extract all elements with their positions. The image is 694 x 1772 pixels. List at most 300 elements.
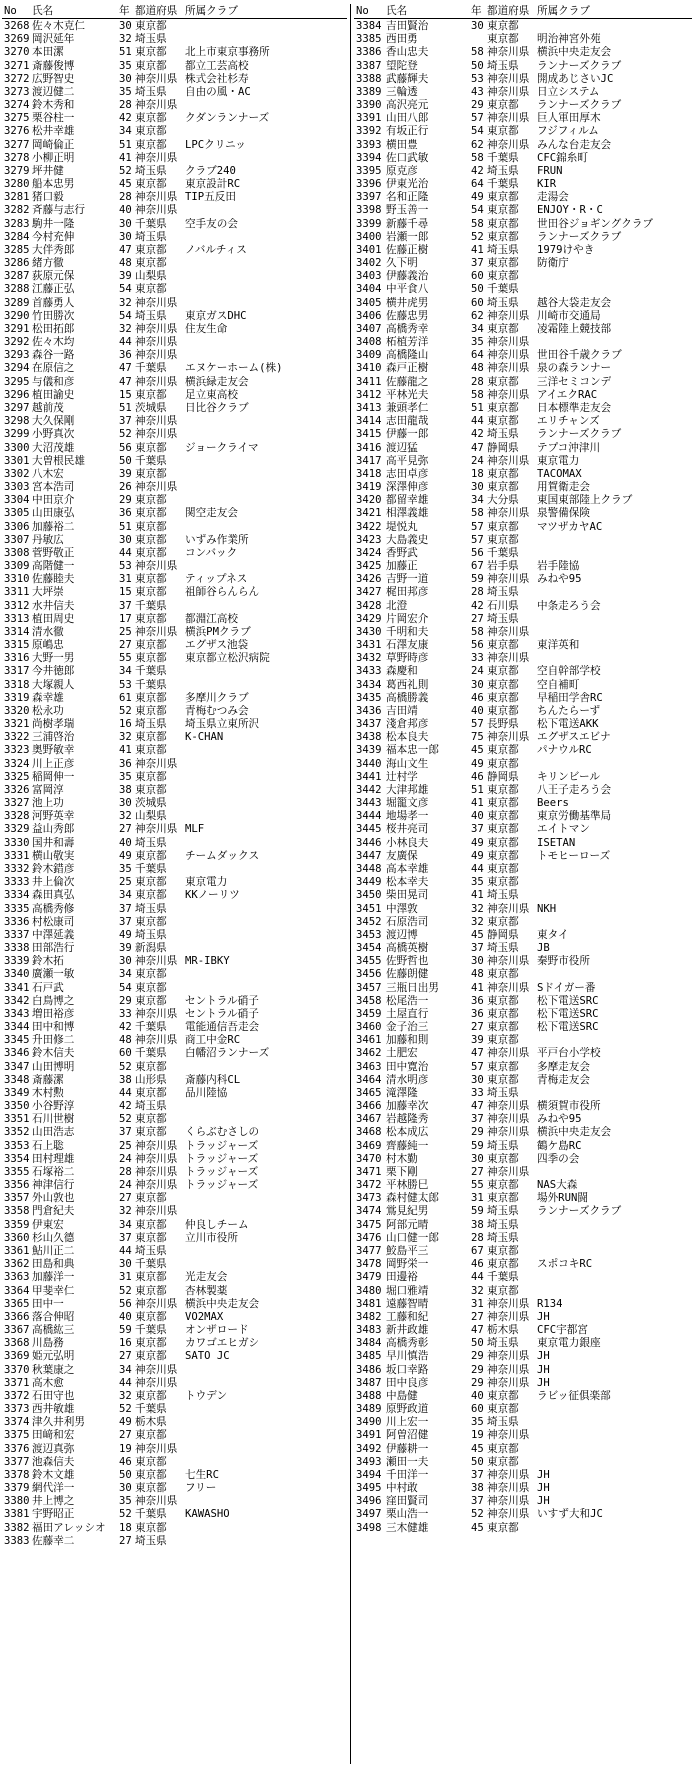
table-row	[354, 139, 692, 152]
table-row	[354, 191, 692, 204]
entry-age: 37	[119, 1126, 132, 1139]
entry-club: VO2MAX	[185, 1310, 224, 1323]
entry-no: 3427	[356, 586, 382, 599]
table-row	[354, 1100, 692, 1113]
entry-pref: 東京都	[487, 836, 519, 849]
entry-club: 空自補町	[537, 678, 580, 691]
entry-name: 山田博明	[32, 1060, 75, 1073]
entry-pref: 東京都	[135, 731, 167, 744]
entry-club: FRUN	[537, 164, 563, 177]
entry-no: 3436	[356, 704, 382, 717]
entry-club: 横浜PMクラブ	[185, 625, 251, 638]
entry-pref: 東京都	[487, 33, 519, 46]
entry-age: 36	[119, 757, 132, 770]
entry-pref: 神奈川県	[487, 1113, 530, 1126]
entry-age: 59	[471, 1205, 484, 1218]
entry-age: 56	[119, 1297, 132, 1310]
entry-name: 深澤伸彦	[386, 481, 429, 494]
entry-age: 58	[471, 46, 484, 59]
table-row	[354, 547, 692, 560]
entry-pref: 神奈川県	[487, 981, 530, 994]
entry-name: 山田浩志	[32, 1126, 75, 1139]
table-row	[354, 507, 692, 520]
entry-age: 52	[119, 1403, 132, 1416]
entry-pref: 神奈川県	[135, 349, 178, 362]
entry-pref: 東京都	[487, 1034, 519, 1047]
entry-no: 3471	[356, 1165, 382, 1178]
table-row	[2, 1100, 347, 1113]
entry-age: 30	[119, 797, 132, 810]
table-row	[354, 1258, 692, 1271]
entry-pref: 東京都	[487, 125, 519, 138]
entry-name: 大島義史	[386, 533, 429, 546]
table-row	[2, 1324, 347, 1337]
entry-pref: 埼玉県	[135, 230, 167, 243]
entry-name: 新藤千尋	[386, 217, 429, 230]
entry-pref: 東京都	[487, 20, 519, 32]
entry-no: 3366	[4, 1310, 30, 1323]
table-row	[354, 942, 692, 955]
entry-no: 3469	[356, 1139, 382, 1152]
entry-pref: 東京都	[135, 59, 167, 72]
table-row	[354, 1416, 692, 1429]
entry-pref: 神奈川県	[135, 191, 178, 204]
table-row	[354, 323, 692, 336]
entry-age: 37	[471, 823, 484, 836]
entry-name: 鈴木秀和	[32, 99, 75, 112]
entry-age: 29	[471, 1126, 484, 1139]
table-row	[354, 165, 692, 178]
entry-pref: 東京都	[135, 1060, 167, 1073]
entry-pref: 千葉県	[487, 283, 519, 296]
entry-club: KKノーリツ	[185, 889, 240, 902]
entry-age: 44	[471, 415, 484, 428]
table-row	[354, 20, 692, 33]
entry-name: 森谷一路	[32, 349, 75, 362]
table-row	[354, 876, 692, 889]
entry-age: 35	[471, 336, 484, 349]
entry-pref: 千葉県	[135, 1047, 167, 1060]
table-row	[354, 1324, 692, 1337]
table-row	[354, 336, 692, 349]
entry-no: 3442	[356, 783, 382, 796]
entry-pref: 神奈川県	[135, 1495, 178, 1508]
entry-pref: 埼玉県	[487, 243, 519, 256]
entry-pref: 東京都	[135, 1337, 167, 1350]
entry-no: 3388	[356, 72, 382, 85]
entry-pref: 神奈川県	[487, 336, 530, 349]
entry-age: 56	[471, 546, 484, 559]
entry-pref: 神奈川県	[135, 1297, 178, 1310]
entry-pref: 茨城県	[135, 797, 167, 810]
entry-no: 3330	[4, 836, 30, 849]
entry-age: 30	[471, 481, 484, 494]
entry-list-left	[2, 20, 347, 1548]
entry-pref: 神奈川県	[487, 72, 530, 85]
table-row	[2, 823, 347, 836]
entry-name: 望陀登	[386, 59, 418, 72]
entry-age: 40	[119, 204, 132, 217]
header-age: 年	[119, 5, 130, 17]
entry-name: 田邊裕	[386, 1271, 418, 1284]
entry-club: 仲良しチーム	[185, 1218, 249, 1231]
entry-pref: 神奈川県	[487, 1468, 530, 1481]
entry-name: 石田守也	[32, 1389, 75, 1402]
entry-age: 39	[119, 270, 132, 283]
entry-name: 森慶和	[386, 665, 418, 678]
entry-name: 甲斐幸仁	[32, 1284, 75, 1297]
header-pref: 都道府県	[487, 5, 530, 17]
entry-no: 3416	[356, 441, 382, 454]
entry-club: キリンビール	[537, 770, 600, 783]
entry-no: 3384	[356, 20, 382, 32]
entry-no: 3434	[356, 678, 382, 691]
entry-club: 横浜中央走友会	[537, 46, 612, 59]
entry-pref: 東京都	[135, 1192, 167, 1205]
table-row	[354, 1047, 692, 1060]
table-row	[2, 389, 347, 402]
entry-pref: 東京都	[487, 481, 519, 494]
entry-age: 45	[471, 1521, 484, 1534]
entry-club: 世田谷千歳クラブ	[537, 349, 622, 362]
table-row	[354, 1232, 692, 1245]
table-row	[354, 46, 692, 59]
entry-no: 3337	[4, 928, 30, 941]
entry-pref: 神奈川県	[487, 1100, 530, 1113]
entry-name: 渡辺真弥	[32, 1442, 75, 1455]
entry-name: 田村理雄	[32, 1152, 75, 1165]
entry-name: 荻原元保	[32, 270, 75, 283]
entry-club: エリチャンズ	[537, 415, 600, 428]
left-column	[2, 4, 347, 1548]
entry-name: 岩越隆秀	[386, 1113, 429, 1126]
entry-pref: 神奈川県	[487, 309, 530, 322]
entry-name: 伊東宏	[32, 1218, 64, 1231]
entry-pref: 神奈川県	[135, 99, 178, 112]
entry-name: 佐藤忠男	[386, 309, 429, 322]
entry-no: 3466	[356, 1100, 382, 1113]
entry-name: 田中和博	[32, 1021, 75, 1034]
table-row	[2, 1416, 347, 1429]
entry-name: 国井和壽	[32, 836, 75, 849]
table-row	[354, 494, 692, 507]
entry-pref: 埼玉県	[487, 612, 519, 625]
entry-name: 原嶋忠	[32, 639, 64, 652]
entry-club: 青梅むつみ会	[185, 704, 249, 717]
entry-name: 杉山久德	[32, 1231, 75, 1244]
entry-pref: 神奈川県	[135, 1034, 178, 1047]
entry-club: 自由の風・AC	[185, 85, 251, 98]
entry-pref: 東京都	[135, 243, 167, 256]
entry-age: 29	[471, 99, 484, 112]
entry-name: 丹敏広	[32, 533, 64, 546]
entry-no: 3468	[356, 1126, 382, 1139]
entry-pref: 東京都	[135, 283, 167, 296]
entry-no: 3465	[356, 1086, 382, 1099]
entry-age: 39	[119, 942, 132, 955]
entry-pref: 埼玉県	[487, 428, 519, 441]
entry-name: 斉藤与志行	[32, 204, 85, 217]
entry-pref: 山梨県	[135, 270, 167, 283]
table-row	[354, 270, 692, 283]
entry-name: 村木勤	[386, 1152, 418, 1165]
entry-age: 27	[119, 823, 132, 836]
entry-no: 3302	[4, 467, 30, 480]
entry-no: 3405	[356, 296, 382, 309]
entry-pref: 東京都	[135, 652, 167, 665]
table-row	[354, 1192, 692, 1205]
entry-pref: 東京都	[487, 257, 519, 270]
entry-no: 3478	[356, 1258, 382, 1271]
entry-club: 場外RUN闘	[537, 1192, 588, 1205]
table-row	[354, 758, 692, 771]
entry-age: 27	[119, 1429, 132, 1442]
table-row	[2, 1205, 347, 1218]
entry-club: 四季の会	[537, 1152, 580, 1165]
entry-pref: 東京都	[135, 1284, 167, 1297]
table-row	[2, 1390, 347, 1403]
table-row	[2, 336, 347, 349]
entry-no: 3474	[356, 1205, 382, 1218]
table-row	[2, 771, 347, 784]
entry-name: 都留幸雄	[386, 494, 429, 507]
table-row	[2, 929, 347, 942]
entry-age: 38	[119, 1073, 132, 1086]
entry-pref: 東京都	[135, 586, 167, 599]
entry-pref: 東京都	[487, 1403, 519, 1416]
entry-name: 松本成広	[386, 1126, 429, 1139]
entry-club: ENJOY・R・C	[537, 204, 603, 217]
entry-pref: 東京都	[135, 441, 167, 454]
entry-pref: 東京都	[135, 1113, 167, 1126]
entry-club: パナウルRC	[537, 744, 592, 757]
entry-name: 平林光夫	[386, 388, 429, 401]
entry-pref: 千葉県	[487, 151, 519, 164]
entry-no: 3395	[356, 164, 382, 177]
entry-pref: 東京都	[487, 1152, 519, 1165]
entry-name: 佐野哲也	[386, 955, 429, 968]
header-name: 氏名	[386, 5, 408, 17]
entry-no: 3490	[356, 1416, 382, 1429]
entry-name: 網代洋一	[32, 1482, 75, 1495]
table-row	[2, 73, 347, 86]
entry-no: 3422	[356, 520, 382, 533]
entry-no: 3401	[356, 243, 382, 256]
entry-pref: 静岡県	[487, 928, 519, 941]
entry-pref: 埼玉県	[487, 296, 519, 309]
entry-club: フリー	[185, 1482, 217, 1495]
entry-club: トモヒーローズ	[537, 849, 611, 862]
entry-no: 3352	[4, 1126, 30, 1139]
entry-name: 姫元弘明	[32, 1350, 75, 1363]
entry-no: 3431	[356, 639, 382, 652]
table-row	[354, 1205, 692, 1218]
entry-name: 滝澤隆	[386, 1086, 418, 1099]
entry-age: 64	[471, 178, 484, 191]
entry-name: 加藤幸次	[386, 1100, 429, 1113]
entry-club: JH	[537, 1468, 550, 1481]
entry-no: 3489	[356, 1403, 382, 1416]
entry-age: 30	[471, 955, 484, 968]
entry-name: 尚樹孝瑞	[32, 718, 75, 731]
table-row	[354, 1298, 692, 1311]
entry-pref: 神奈川県	[487, 507, 530, 520]
entry-name: 三輪透	[386, 85, 418, 98]
entry-no: 3453	[356, 928, 382, 941]
entry-no: 3325	[4, 770, 30, 783]
entry-pref: 千葉県	[487, 178, 519, 191]
entry-age: 59	[471, 1139, 484, 1152]
entry-club: MR-IBKY	[185, 955, 230, 968]
entry-age: 49	[119, 849, 132, 862]
table-row	[2, 1153, 347, 1166]
entry-pref: 静岡県	[487, 770, 519, 783]
entry-pref: 神奈川県	[487, 955, 530, 968]
entry-name: 与儀和彦	[32, 375, 75, 388]
table-row	[2, 876, 347, 889]
table-row	[354, 1113, 692, 1126]
entry-pref: 神奈川県	[487, 138, 530, 151]
entry-club: 横浜中央走友会	[537, 1126, 612, 1139]
entry-club: いすず大和JC	[537, 1508, 603, 1521]
entry-name: 奥野敏幸	[32, 744, 75, 757]
entry-name: 江藤正弘	[32, 283, 75, 296]
table-row	[2, 494, 347, 507]
entry-no: 3452	[356, 915, 382, 928]
entry-age: 50	[471, 1337, 484, 1350]
entry-club: 日本標準走友会	[537, 401, 612, 414]
entry-age: 37	[119, 599, 132, 612]
entry-no: 3354	[4, 1152, 30, 1165]
entry-no: 3472	[356, 1179, 382, 1192]
entry-club: LPCクリニッ	[185, 138, 246, 151]
entry-name: 中平食八	[386, 283, 429, 296]
table-row	[2, 850, 347, 863]
entry-name: 加藤正	[386, 560, 418, 573]
entry-name: 岡崎倫正	[32, 138, 75, 151]
entry-pref: 東京都	[135, 1521, 167, 1534]
entry-age: 56	[119, 441, 132, 454]
entry-name: 佐藤龍之	[386, 375, 429, 388]
entry-age: 49	[471, 191, 484, 204]
entry-no: 3374	[4, 1416, 30, 1429]
entry-no: 3295	[4, 375, 30, 388]
entry-no: 3411	[356, 375, 382, 388]
entry-no: 3268	[4, 20, 30, 32]
entry-club: 足立東高校	[185, 388, 238, 401]
entry-club: クラブ240	[185, 164, 236, 177]
entry-no: 3336	[4, 915, 30, 928]
entry-age: 37	[119, 415, 132, 428]
entry-name: 津久井利男	[32, 1416, 85, 1429]
entry-age: 48	[119, 257, 132, 270]
entry-no: 3348	[4, 1073, 30, 1086]
entry-age: 34	[119, 1218, 132, 1231]
entry-age: 24	[119, 1179, 132, 1192]
entry-pref: 神奈川県	[487, 902, 530, 915]
table-row	[354, 560, 692, 573]
entry-pref: 東京都	[135, 1482, 167, 1495]
entry-club: ランナーズクラブ	[537, 428, 622, 441]
entry-pref: 神奈川県	[135, 72, 178, 85]
entry-no: 3385	[356, 33, 382, 46]
entry-name: 横井虎男	[386, 296, 429, 309]
entry-club: 開成あじさいJC	[537, 72, 614, 85]
entry-club: 関空走友会	[185, 507, 238, 520]
header-club: 所属クラブ	[537, 5, 590, 17]
entry-name: 三浦啓治	[32, 731, 75, 744]
entry-name: 高木愈	[32, 1376, 64, 1389]
header-club: 所属クラブ	[185, 5, 238, 17]
entry-name: 石上聡	[32, 1139, 64, 1152]
entry-pref: 神奈川県	[487, 573, 530, 586]
entry-name: 香山忠夫	[386, 46, 429, 59]
entry-age: 25	[119, 876, 132, 889]
entry-club: 杏林製薬	[185, 1284, 228, 1297]
table-row	[2, 1285, 347, 1298]
entry-age: 34	[119, 1363, 132, 1376]
entry-pref: 東京都	[487, 1244, 519, 1257]
table-row	[2, 1456, 347, 1469]
entry-club: 光走友会	[185, 1271, 228, 1284]
entry-pref: 東京都	[135, 533, 167, 546]
table-row	[354, 73, 692, 86]
entry-name: 佐々木克仁	[32, 20, 85, 32]
entry-no: 3279	[4, 164, 30, 177]
entry-age: 25	[119, 625, 132, 638]
entry-club: 多摩走友会	[537, 1060, 590, 1073]
entry-club: いずみ作業所	[185, 533, 249, 546]
entry-age: 15	[119, 586, 132, 599]
entry-no: 3457	[356, 981, 382, 994]
table-row	[354, 679, 692, 692]
entry-no: 3389	[356, 85, 382, 98]
table-row	[354, 665, 692, 678]
entry-name: 辻村学	[386, 770, 418, 783]
entry-age: 36	[119, 349, 132, 362]
table-row	[354, 231, 692, 244]
entry-no: 3387	[356, 59, 382, 72]
entry-pref: 神奈川県	[135, 1376, 178, 1389]
entry-no: 3421	[356, 507, 382, 520]
entry-pref: 東京都	[487, 191, 519, 204]
entry-club: 横浜中央走友会	[185, 1297, 260, 1310]
entry-pref: 東京都	[487, 415, 519, 428]
entry-club: 防衛庁	[537, 257, 569, 270]
entry-club: R134	[537, 1297, 563, 1310]
entry-no: 3439	[356, 744, 382, 757]
entry-no: 3391	[356, 112, 382, 125]
entry-age: 52	[119, 1060, 132, 1073]
entry-name: 高沢亮元	[386, 99, 429, 112]
entry-name: 阿部元晴	[386, 1218, 429, 1231]
entry-no: 3278	[4, 151, 30, 164]
entry-no: 3271	[4, 59, 30, 72]
entry-name: 石戸武	[32, 981, 64, 994]
table-row	[354, 744, 692, 757]
table-row	[354, 415, 692, 428]
entry-no: 3357	[4, 1192, 30, 1205]
entry-name: 大久保剛	[32, 415, 75, 428]
entry-no: 3296	[4, 388, 30, 401]
entry-pref: 東京都	[135, 1231, 167, 1244]
entry-name: 新井政雄	[386, 1324, 429, 1337]
entry-age: 47	[471, 1100, 484, 1113]
entry-pref: 埼玉県	[135, 928, 167, 941]
entry-club: 東国東部陸上クラブ	[537, 494, 633, 507]
table-row	[354, 929, 692, 942]
entry-no: 3347	[4, 1060, 30, 1073]
